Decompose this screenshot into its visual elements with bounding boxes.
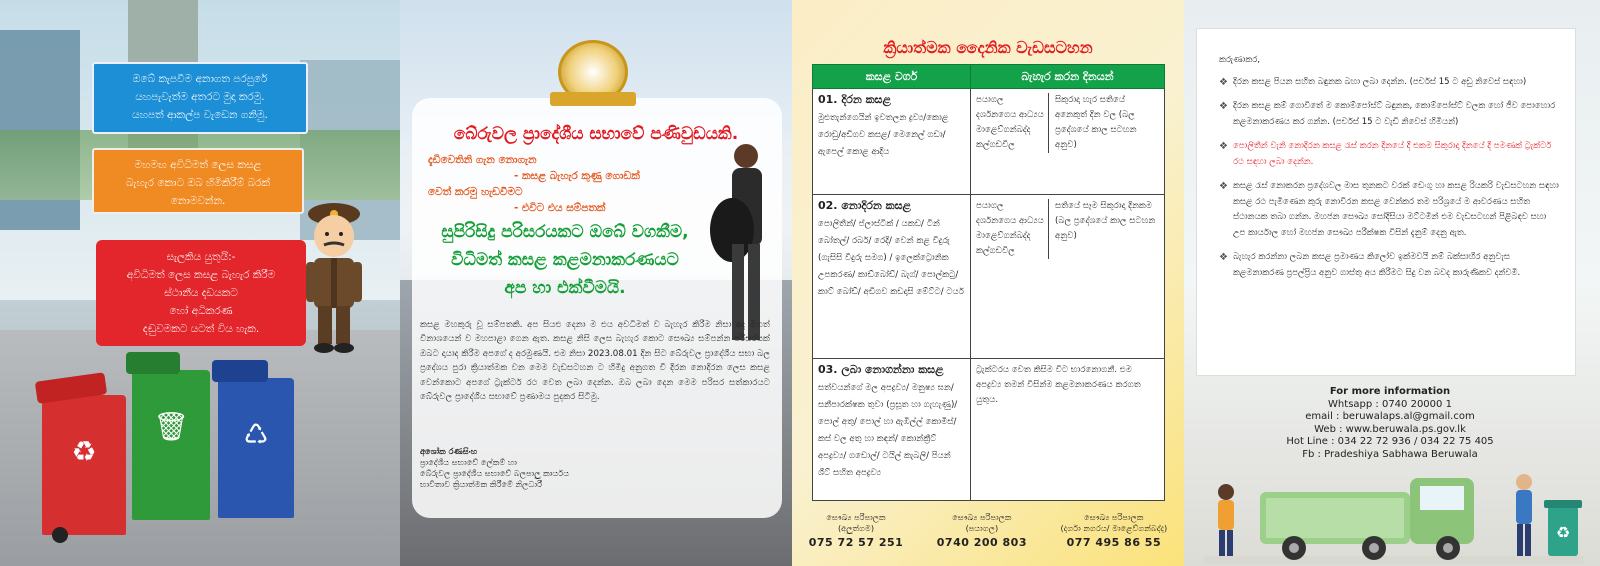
orange-box-line: බැහැර කොට ඔබ හිමිකිරීම් බරක් <box>126 177 270 189</box>
signature-line: භාවිතාව ක්‍රියාත්මක කිරීමේ නිලධාරී <box>420 479 543 489</box>
blue-box-line: යහපැවැත්ම අතරට මුදා කරමු. <box>135 91 265 103</box>
green-slogan-line: විධිමත් කසළ කළමනාකරණයට <box>451 250 679 270</box>
green-bin <box>132 370 210 520</box>
instruction-text: දිරන කසළ කම් ගොවිතේ ම කොම්පෝස්ට් බඳුනක, කොම්පෝස්ට් වලක හෝ ජීව පොහොර කළමනාකරණය කර ගන්න. (පර්චස් 15 ට වැඩි නිවෙස් හිමියන්) <box>1233 101 1556 127</box>
contact-info <box>1260 386 1520 462</box>
contact-area: (පයාගල) <box>965 523 999 533</box>
orange-box-line: නොමවන්න. <box>170 195 226 207</box>
instruction-item <box>1219 250 1559 281</box>
message-body: කසළ මහකුරු වූ සම්පතකි. අප සියළු දෙනා ම එය අවධිමත් ව බැහැර කිරීම නිසා අද මහත් විනාශයෙන් ව මහපාළා ගෙන ඇත. කසළ නිසි ලෙස බැහැර කොට සෞඛ්‍ය සම්පන්න පරිසරයක් ඔබට දායාද කිරීම අපගේ ද අරමුණයි. එම නිසා 2023.08.01 දින සිට බේරුවල ප්‍රාදේශීය සභා බල ප්‍රදේශය පුරා ක්‍රියාත්මක වන මෙම වැඩසටහන ට හිමිදු අනුගත වී දිරන නොදිරන ලෙස කසළ වෙන්කොට අපගේ ට්‍රැක්ටර් රථ වෙත ලබා දෙන්න. ඔබ ලබා දෙන මෙම පරිසර සත්කාරයට බේරුවල ප්‍රාදේශීය සභාවේ ප්‍රණාමය පුදකර සිටිමු. <box>420 320 770 403</box>
blue-box-line: යහපත් ආකල්ප වැඩෙන ගනිමු. <box>132 109 268 121</box>
signature-name: අශෝක රණසිංහ <box>420 446 478 456</box>
info-title: For more information <box>1329 386 1451 397</box>
contact-number[interactable]: 0740 200 803 <box>936 536 1027 549</box>
category-title-text: 03. ලබා නොගන්නා කසළ <box>818 363 944 376</box>
days-cell <box>971 89 1165 195</box>
instruction-item <box>1219 75 1559 91</box>
red-bin <box>42 395 126 535</box>
bullet-icon: ❖ <box>1219 252 1228 263</box>
hotline-line[interactable]: Hot Line : 034 22 72 936 / 034 22 75 405 <box>1286 436 1494 448</box>
signature-block <box>420 446 569 490</box>
category-items: සත්වයන්ගේ මල අපද්‍රව්‍ය/ මනුෂ්‍ය ඝන/ සනීපාරක්ෂක තුවා (ප්‍රසූත හා ගැහැණු)/ පොල් අතු/ පොල් හා ඇඹිල්ල් කොමිස්/කස් වල අතු හා කඳන්/ කොන්ක්‍රීට් අපද්‍රව්‍ය/ ගඩොල්/ ටයිල් කැබලි/ පියන් ශීට් සහිත අපද්‍රව්‍ය <box>818 383 958 478</box>
instruction-text: කසළ රැස් නොකරන ප්‍රදේශවල මාස තුනකට වරක් ඩෙංගු හා කසළ රියකරි වැඩසටහන සඳහා කසළ රථ පැමිණෙන කුරු නොවිරන කසළ වෙන්කර තම පරිශ්‍රයේ ම ආවරණය සහිත ස්ථානයක තබා ගන්න. මහජන සෞඛ්‍ය සෝදිසියා මට්ටමින් එම වැඩසටහන් පිළිබඳව සහා උප කාර්යාල හෝ මහජන සෞඛ්‍ය පරීක්ෂක විසින් දැනුම් දෙනු ඇත. <box>1233 181 1559 238</box>
instruction-text: බැහැර කරන්නා ලබන කසළ ප්‍රමාණය කිලෝව ඉක්මවයි නම් බක්සාහිර අනුවැස කළමනාකරණ ප්‍රපල්ප්‍රිය අනුව ගාස්තු අය කිරීමට සිදු වන බවද කාරුණිකව දන්වමි. <box>1233 252 1521 278</box>
bullet-icon: ❖ <box>1219 141 1228 152</box>
facebook-line[interactable]: Fb : Pradeshiya Sabhawa Beruwala <box>1302 448 1478 460</box>
category-title: 02. නොදිරන කසළ <box>818 199 911 212</box>
recycle-icon: ♻ <box>71 435 97 468</box>
not-collected-note: ට්‍රැක්ටරය වෙත කිසිම විට භාරනොගනී. එම අපද්‍රව්‍ය තමන් විසින්ම කළමනාකරණය කරගත යුතුය. <box>976 365 1141 405</box>
message-box-blue <box>92 62 308 134</box>
trash-person-icon: 🗑 <box>153 410 189 443</box>
recycle-icon: ♺ <box>243 418 269 451</box>
blue-bin <box>218 378 294 518</box>
instruction-list <box>1219 75 1559 282</box>
slogan-line: වෙත් කරමු හැඩවීමට <box>428 186 523 198</box>
garbage-truck-illustration <box>1204 452 1584 564</box>
table-row <box>813 195 1165 359</box>
contact-role: සෞඛ්‍ය පරිපාලක <box>826 512 886 522</box>
contact-list <box>792 512 1184 549</box>
category-title <box>818 363 965 377</box>
col-header-days: බැහැර කරන දිනයන් <box>971 65 1165 89</box>
red-box-line: හෝ අධිකරණ <box>169 305 233 317</box>
collection-days: සිකුරාදා හැර සතියේ අනෙකුත් දින වල (බල ප්‍රදේශයේ කාල සටහන අනුව) <box>1048 93 1159 153</box>
panel-message <box>400 0 792 566</box>
bin-lid <box>212 360 268 382</box>
green-slogan <box>400 218 730 302</box>
web-line[interactable]: Web : www.beruwala.ps.gov.lk <box>1314 423 1466 435</box>
slogan-line: - එවිට එය සම්පතක් <box>514 202 606 214</box>
blue-box-line: ඔබේ කැපවීම අනාගත පරපුරේ <box>132 73 268 85</box>
contact-item <box>937 512 1027 549</box>
instruction-item <box>1219 139 1559 170</box>
security-guard-icon <box>298 200 368 355</box>
days-cell <box>971 195 1165 359</box>
bin-wheel <box>52 527 68 543</box>
message-box-red <box>96 240 306 346</box>
contact-number[interactable]: 075 72 57 251 <box>808 536 904 549</box>
red-box-line: දඬුවමකට යටත් විය හැක. <box>142 323 260 335</box>
signature-line: ප්‍රාදේශීය සභාවේ ලේකම් හා <box>420 457 517 467</box>
message-title: බේරුවල ප්‍රාදේශීය සභාවේ පණිවුඩයකි. <box>453 124 739 144</box>
instruction-text: පොලිතීන් වැනි නොදිරන කසළ රැස් කරන දිනයේ දී එකම සිකුරාදා දිනයේ දී පමණක් ට්‍රැක්ටර් රථ සඳහා ලබා දෙන්න. <box>1233 141 1552 167</box>
bullet-icon: ❖ <box>1219 181 1228 192</box>
green-slogan-line: සුපිරිසිදු පරිසරයකට ඔබේ වගකීම, <box>441 222 689 242</box>
emblem-ribbon <box>550 92 636 106</box>
red-box-line: ස්ථානීය දඩයකට <box>164 287 238 299</box>
schedule-table <box>812 64 1165 501</box>
waste-type-cell <box>813 89 971 195</box>
slogan-line: දැඩිවෙතිනි ගැන නොගැන <box>428 154 537 166</box>
salutation: කරුණාකර, <box>1219 55 1261 65</box>
svg-text:♻: ♻ <box>1555 523 1571 542</box>
table-row <box>813 359 1165 501</box>
collection-days: සතියේ සෑම සිකුරාදා දිනකම (බල ප්‍රදේශයේ කාල සටහන අනුව) <box>1048 199 1159 259</box>
panel-awareness <box>0 0 400 566</box>
contact-role: සෞඛ්‍ය පරිපාලක <box>952 512 1012 522</box>
schedule-title: ක්‍රියාත්මක දෛනික වැඩසටහන <box>883 38 1093 57</box>
contact-role: සෞඛ්‍ය පරිපාලක <box>1084 512 1144 522</box>
panel-instructions <box>1184 0 1600 566</box>
slogan-line: - කසළ බැහැර කුණු ගොඩක් <box>514 170 640 182</box>
days-cell <box>971 359 1165 501</box>
contact-item <box>1060 512 1167 549</box>
contact-area: (දර්ගා නගරය/ මාළෙව්ගන්බද්ද) <box>1060 523 1168 533</box>
areas-list: පයාගල දර්ශනගෙය ආධ්‍යය මාළෙව්ගන්බද්ද කල්ගඩවිල <box>976 95 1044 150</box>
bullet-icon: ❖ <box>1219 101 1228 112</box>
contact-area: (අලුත්ගම) <box>837 523 875 533</box>
contact-number[interactable]: 077 495 86 55 <box>1066 536 1162 549</box>
bin-lid <box>126 352 180 374</box>
instructions-letter <box>1196 28 1576 376</box>
contact-item <box>809 512 904 549</box>
instruction-text: දිරන කසළ පියන සහිත බඳුනක බහා ලබා දෙන්න. (පර්චස් 15 ට අඩු නිවෙස් සඳහා) <box>1233 76 1527 87</box>
signature-line: බේරුවල ප්‍රාදේශීය සභාවේ බලපාලු කාර්යය <box>420 468 570 478</box>
orange-box-line: මහමඟ අවිධිමත් ලෙස කසළ <box>134 159 262 171</box>
green-slogan-line: අප හා එක්වීමයි. <box>504 278 626 298</box>
waste-type-cell <box>813 195 971 359</box>
waste-type-cell <box>813 359 971 501</box>
category-title: 01. දිරන කසළ <box>818 93 891 106</box>
col-header-type: කසළ වර්ග <box>813 65 971 89</box>
instruction-item <box>1219 179 1559 241</box>
bullet-icon: ❖ <box>1219 76 1228 88</box>
red-box-line: සැලකිය යුතුයි:- <box>166 251 236 263</box>
whatsapp-line[interactable]: Whtsapp : 0740 20000 1 <box>1328 398 1452 410</box>
category-items: මුළුතැන්ගෙයින් ඉවතලන ද්‍රව්‍ය/කොළ රොඩු/අඩිගව කසළ/ මෙනෙල් ගඩා/ඇපෙල් කොළ ආදිය <box>818 113 949 157</box>
email-line[interactable]: email : beruwalaps.al@gmail.com <box>1305 411 1475 423</box>
message-box-orange <box>92 148 304 214</box>
areas-list: පයාගල දර්ශනගෙය ආධ්‍යය මාළෙව්ගන්බද්ද කල්ගඩවිල <box>976 201 1044 256</box>
instruction-item <box>1219 99 1559 130</box>
category-items: පොලිතීන්/ ප්ලාස්ටික් / යකඩ/ ටින් බෝතල්/ රබර්/ රෙදි/ වෙන් කළ වීදුරු (ගැසිසි වීදුරු සමග) / ඉලෙක්ට්‍රොනික උපකරණ/ කාඩ්බෝඩ්/ බැග්/ පොල්කටු/ කාට් බෝඩ්/ අඩිගව කඩදාසි මේට්ට/ ටයර් <box>818 219 964 297</box>
panel-schedule <box>792 0 1184 566</box>
table-row <box>813 89 1165 195</box>
red-box-line: අවිධිමත් ලෙස කසළ බැහැර කිරීම <box>126 269 276 281</box>
